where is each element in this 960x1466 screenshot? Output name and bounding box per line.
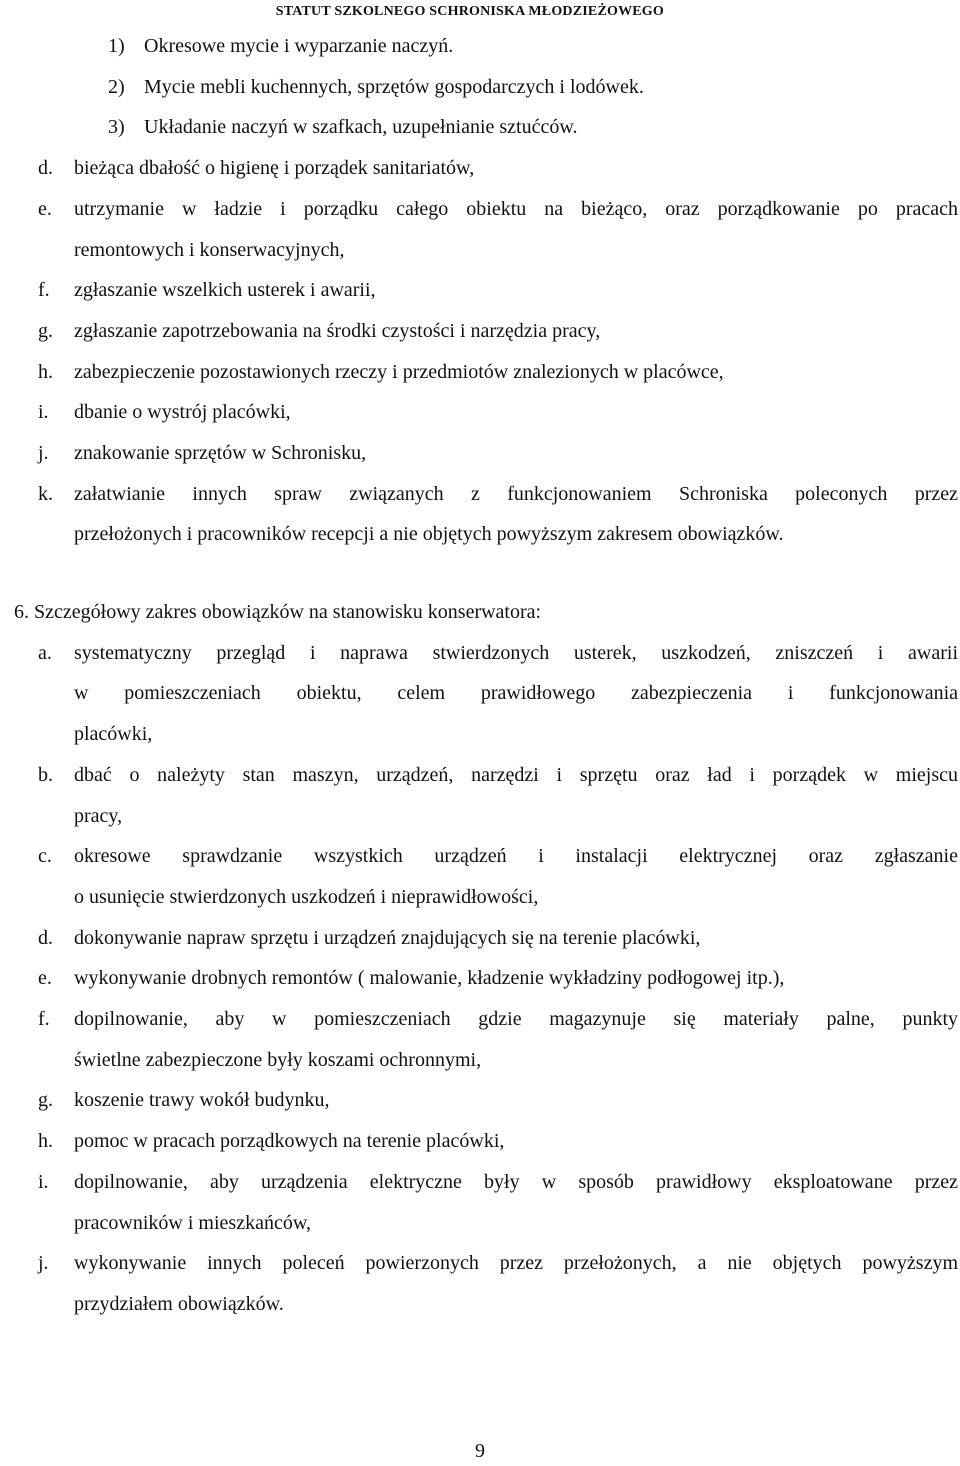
duty-item-marker: b.	[38, 763, 53, 786]
list-item-text: zabezpieczenie pozostawionych rzeczy i przedmiotów znalezionych w placówce,	[74, 360, 724, 383]
duty-item-marker: c.	[38, 845, 52, 868]
list-item-text: znakowanie sprzętów w Schronisku,	[74, 442, 367, 464]
duty-item-marker: j.	[38, 1252, 49, 1275]
duty-item-marker: a.	[38, 641, 52, 664]
duty-item-marker: f.	[38, 1008, 50, 1030]
numbered-item-text: Okresowe mycie i wyparzanie naczyń.	[144, 35, 454, 57]
duty-item-text: świetlne zabezpieczone były koszami ochronnymi,	[74, 1048, 482, 1071]
numbered-item-text: Układanie naczyń w szafkach, uzupełnianie sztućców.	[144, 116, 578, 139]
duty-item-text: wykonywanie drobnych remontów ( malowanie, kładzenie wykładziny podłogowej itp.),	[74, 967, 785, 990]
list-item-marker: i.	[38, 401, 49, 424]
list-item-text: załatwianie innych spraw związanych z funkcjonowaniem Schroniska poleconych przez	[74, 482, 958, 505]
list-item-text: przełożonych i pracowników recepcji a nie objętych powyższym zakresem obowiązków.	[74, 523, 784, 546]
duty-item-text: wykonywanie innych poleceń powierzonych przez przełożonych, a nie objętych powyższym	[74, 1252, 958, 1275]
duty-item-text: dbać o należyty stan maszyn, urządzeń, narzędzi i sprzętu oraz ład i porządek w miejscu	[74, 763, 958, 786]
duty-item-text: dokonywanie napraw sprzętu i urządzeń znajdujących się na terenie placówki,	[74, 926, 701, 949]
duty-item-text: okresowe sprawdzanie wszystkich urządzeń i instalacji elektrycznej oraz zgłaszanie	[74, 845, 958, 868]
list-item-text: zgłaszanie wszelkich usterek i awarii,	[74, 279, 376, 302]
list-item-marker: k.	[38, 482, 53, 505]
duty-item-text: przydziałem obowiązków.	[74, 1292, 284, 1315]
list-item-marker: f.	[38, 279, 50, 302]
list-item-marker: g.	[38, 319, 53, 342]
list-item-text: dbanie o wystrój placówki,	[74, 401, 291, 424]
duty-item-text: pomoc w pracach porządkowych na terenie placówki,	[74, 1130, 505, 1153]
duty-item-text: koszenie trawy wokół budynku,	[74, 1089, 330, 1112]
duty-item-marker: h.	[38, 1130, 53, 1153]
section-heading: 6. Szczegółowy zakres obowiązków na stanowisku konserwatora:	[14, 601, 542, 623]
duty-item-text: systematyczny przegląd i naprawa stwierdzonych usterek, uszkodzeń, zniszczeń i awarii	[74, 641, 958, 664]
duty-item-text: pracowników i mieszkańców,	[74, 1211, 311, 1234]
duty-item-text: dopilnowanie, aby w pomieszczeniach gdzie magazynuje się materiały palne, punkty	[74, 1008, 958, 1030]
list-item-marker: h.	[38, 360, 53, 383]
list-item-text: remontowych i konserwacyjnych,	[74, 238, 345, 261]
numbered-item-text: Mycie mebli kuchennych, sprzętów gospodarczych i lodówek.	[144, 75, 644, 98]
page-number: 9	[475, 1440, 485, 1462]
duty-item-marker: e.	[38, 967, 52, 990]
list-item-text: utrzymanie w ładzie i porządku całego obiektu na bieżąco, oraz porządkowanie po pracach	[74, 197, 958, 220]
duty-item-marker: g.	[38, 1089, 53, 1112]
list-item-text: bieżąca dbałość o higienę i porządek sanitariatów,	[74, 157, 475, 180]
duty-item-text: o usunięcie stwierdzonych uszkodzeń i nieprawidłowości,	[74, 885, 539, 908]
duty-item-text: placówki,	[74, 723, 153, 746]
duty-item-text: dopilnowanie, aby urządzenia elektryczne były w sposób prawidłowy eksploatowane przez	[74, 1170, 958, 1193]
duty-item-marker: d.	[38, 926, 53, 949]
running-header: STATUT SZKOLNEGO SCHRONISKA MŁODZIEŻOWEGO	[275, 4, 664, 19]
list-item-marker: j.	[38, 442, 49, 464]
numbered-item-marker: 2)	[108, 75, 125, 98]
numbered-item-marker: 1)	[108, 35, 125, 57]
list-item-text: zgłaszanie zapotrzebowania na środki czystości i narzędzia pracy,	[74, 319, 601, 342]
list-item-marker: d.	[38, 157, 53, 180]
list-item-marker: e.	[38, 197, 52, 220]
numbered-item-marker: 3)	[108, 116, 125, 139]
duty-item-text: w pomieszczeniach obiektu, celem prawidłowego zabezpieczenia i funkcjonowania	[74, 682, 958, 705]
duty-item-marker: i.	[38, 1170, 49, 1193]
duty-item-text: pracy,	[74, 804, 123, 827]
